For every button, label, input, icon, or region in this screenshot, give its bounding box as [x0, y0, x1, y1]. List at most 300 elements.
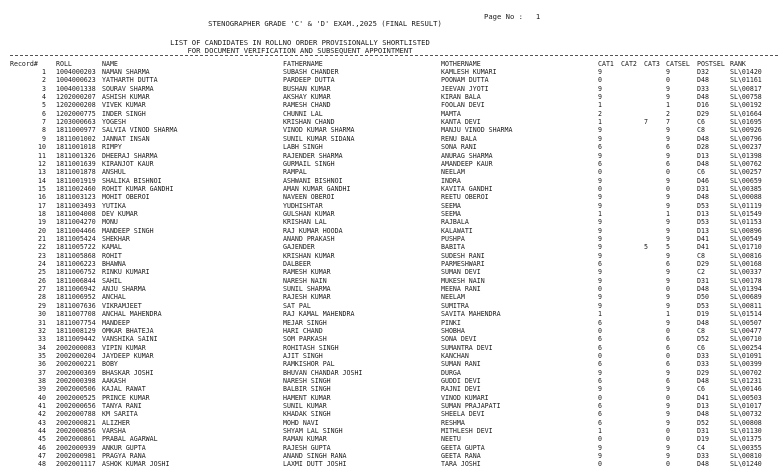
record-number: 35 [38, 351, 46, 360]
record-number: 37 [38, 368, 46, 377]
mother-name: SEEMA [441, 209, 461, 218]
roll-number: 2002000398 [56, 376, 96, 385]
candidate-name: ANSHUL [102, 168, 126, 177]
mother-name: RENU BALA [441, 134, 477, 143]
rank-value: SL\01420 [730, 68, 762, 76]
mother-name: RAJBALA [441, 218, 469, 227]
candidate-name: INDER SINGH [102, 109, 146, 118]
catsel-value: 6 [666, 343, 670, 352]
record-number: 32 [38, 326, 46, 335]
candidate-name: VARSHA [102, 427, 126, 436]
catsel-value: 0 [666, 351, 670, 360]
father-name: PARDEEP DUTTA [283, 76, 335, 85]
candidate-name: RINKU KUMARI [102, 268, 150, 277]
roll-number: 1811000977 [56, 126, 96, 135]
postsel-value: D46 [697, 176, 709, 185]
record-number: 26 [38, 276, 46, 285]
mother-name: SUDESH RANI [441, 251, 485, 260]
roll-number: 1811004008 [56, 209, 96, 218]
roll-number: 2002000939 [56, 443, 96, 452]
mother-name: KANCHAN [441, 351, 469, 360]
record-number: 42 [38, 410, 46, 419]
catsel-value: 5 [666, 243, 670, 252]
roll-number: 1811007636 [56, 301, 96, 310]
record-number: 2 [42, 76, 46, 85]
postsel-value: D48 [697, 193, 709, 202]
record-number: 1 [42, 68, 46, 76]
candidate-name: SOURAV SHARMA [102, 84, 154, 93]
cat1-value: 9 [598, 385, 602, 394]
mother-name: INDRA [441, 176, 461, 185]
record-number: 47 [38, 452, 46, 461]
father-name: GAJENDER [283, 243, 315, 252]
candidate-name: MANDEEP SINGH [102, 226, 154, 235]
rank-value: SL\01695 [730, 118, 762, 127]
cat1-value: 9 [598, 226, 602, 235]
rank-value: SL\01153 [730, 218, 762, 227]
col-cat1: CAT1 [598, 60, 614, 68]
candidate-name: PRINCE KUMAR [102, 393, 150, 402]
col-rank: RANK [730, 60, 746, 68]
record-number: 34 [38, 343, 46, 352]
record-number: 6 [42, 109, 46, 118]
cat1-value: 0 [598, 184, 602, 193]
postsel-value: D48 [697, 318, 709, 327]
postsel-value: D53 [697, 218, 709, 227]
candidate-name: VANSHIKA SAINI [102, 335, 158, 344]
roll-number: 1202000775 [56, 109, 96, 118]
roll-number: 1811006942 [56, 285, 96, 294]
mother-name: REETU OBEROI [441, 193, 489, 202]
candidate-name: VIPIN KUMAR [102, 343, 146, 352]
postsel-value: C8 [697, 326, 705, 335]
catsel-value: 9 [666, 452, 670, 461]
postsel-value: C4 [697, 443, 705, 452]
record-number: 40 [38, 393, 46, 402]
rank-value: SL\01119 [730, 201, 762, 210]
rank-value: SL\01514 [730, 310, 762, 319]
rank-value: SL\00762 [730, 159, 762, 168]
catsel-value: 9 [666, 193, 670, 202]
candidate-name: ROHIT [102, 251, 122, 260]
roll-number: 1811007754 [56, 318, 96, 327]
cat1-value: 9 [598, 193, 602, 202]
mother-name: JEEVAN JYOTI [441, 84, 489, 93]
rank-value: SL\00237 [730, 143, 762, 152]
candidate-name: ANJU SHARMA [102, 285, 146, 294]
father-name: ROHITASH SINGH [283, 343, 339, 352]
cat1-value: 6 [598, 260, 602, 269]
candidate-name: RIMPY [102, 143, 122, 152]
cat1-value: 9 [598, 301, 602, 310]
catsel-value: 9 [666, 68, 670, 76]
candidate-name: KIRANJOT KAUR [102, 159, 154, 168]
father-name: CHUNNI LAL [283, 109, 323, 118]
father-name: SUBASH CHANDER [283, 68, 339, 76]
postsel-value: C6 [697, 168, 705, 177]
father-name: RAJESH GUPTA [283, 443, 331, 452]
page-number: Page No : 1 [484, 12, 541, 21]
record-number: 25 [38, 268, 46, 277]
record-number: 23 [38, 251, 46, 260]
candidate-name: YATHARTH DUTTA [102, 76, 158, 85]
candidate-name: MANDEEP [102, 318, 130, 327]
cat1-value: 0 [598, 435, 602, 444]
cat1-value: 9 [598, 276, 602, 285]
father-name: RAMAN KUMAR [283, 435, 327, 444]
record-number: 11 [38, 151, 46, 160]
father-name: YUDHISHTAR [283, 201, 323, 210]
rank-value: SL\00146 [730, 385, 762, 394]
candidate-name: ALIZHER [102, 418, 130, 427]
col-catsel: CATSEL [666, 60, 690, 68]
father-name: HARI CHAND [283, 326, 323, 335]
rank-value: SL\00710 [730, 335, 762, 344]
record-number: 31 [38, 318, 46, 327]
header-divider [10, 55, 778, 56]
catsel-value: 6 [666, 376, 670, 385]
mother-name: ANURAG SHARMA [441, 151, 493, 160]
mother-name: KANTA DEVI [441, 118, 481, 127]
col-roll: ROLL [56, 60, 72, 68]
rank-value: SL\00192 [730, 101, 762, 110]
candidate-name: SAHIL [102, 276, 122, 285]
table-header [0, 60, 746, 68]
candidate-name: SALVIA VINOD SHARMA [102, 126, 178, 135]
candidate-name: VIKRAMJEET [102, 301, 142, 310]
candidate-name: BOBY [102, 360, 118, 369]
father-name: MOHD NAVI [283, 418, 319, 427]
father-name: SOM PARKASH [283, 335, 327, 344]
candidate-name: YOGESH [102, 118, 126, 127]
father-name: AKSHAY KUMAR [283, 93, 331, 102]
mother-name: KAMLESH KUMARI [441, 68, 497, 76]
father-name: KHADAK SINGH [283, 410, 331, 419]
catsel-value: 9 [666, 443, 670, 452]
rank-value: SL\00178 [730, 276, 762, 285]
father-name: NARESH SINGH [283, 376, 331, 385]
catsel-value: 0 [666, 168, 670, 177]
catsel-value: 9 [666, 226, 670, 235]
cat1-value: 9 [598, 176, 602, 185]
father-name: BALBIR SINGH [283, 385, 331, 394]
rank-value: SL\00702 [730, 368, 762, 377]
father-name: SHYAM LAL SINGH [283, 427, 343, 436]
father-name: BHUVAN CHANDAR JOSHI [283, 368, 363, 377]
postsel-value: C6 [697, 118, 705, 127]
mother-name: SHEELA DEVI [441, 410, 485, 419]
catsel-value: 1 [666, 101, 670, 110]
record-number: 27 [38, 285, 46, 294]
list-title-line-1: LIST OF CANDIDATES IN ROLLNO ORDER PROVISIONALLY SHORTLISTED [170, 38, 430, 47]
candidate-name: VIVEK KUMAR [102, 101, 146, 110]
postsel-value: D41 [697, 243, 709, 252]
record-number: 48 [38, 460, 46, 469]
mother-name: RESHMA [441, 418, 465, 427]
catsel-value: 6 [666, 260, 670, 269]
rank-value: SL\01240 [730, 460, 762, 469]
candidate-name: ANCHAL MAHENDRA [102, 310, 162, 319]
roll-number: 1203000663 [56, 118, 96, 127]
record-number: 14 [38, 176, 46, 185]
roll-number: 1811003123 [56, 193, 96, 202]
roll-number: 1811001639 [56, 159, 96, 168]
mother-name: POONAM DUTTA [441, 76, 489, 85]
cat1-value: 0 [598, 285, 602, 294]
roll-number: 1202000207 [56, 93, 96, 102]
father-name: ANAND SINGH RANA [283, 452, 347, 461]
record-number: 39 [38, 385, 46, 394]
mother-name: NEELAM [441, 168, 465, 177]
cat1-value: 6 [598, 318, 602, 327]
record-number: 36 [38, 360, 46, 369]
mother-name: KALAWATI [441, 226, 473, 235]
record-number: 7 [42, 118, 46, 127]
cat1-value: 9 [598, 218, 602, 227]
postsel-value: D48 [697, 159, 709, 168]
catsel-value: 0 [666, 393, 670, 402]
col-cat3: CAT3 [644, 60, 660, 68]
roll-number: 2002000656 [56, 402, 96, 410]
mother-name: MITHLESH DEVI [441, 427, 493, 436]
cat1-value: 0 [598, 76, 602, 85]
rank-value: SL\00796 [730, 134, 762, 143]
record-number: 18 [38, 209, 46, 218]
catsel-value: 9 [666, 418, 670, 427]
rank-value: SL\01398 [730, 151, 762, 160]
record-number: 44 [38, 427, 46, 436]
father-name: AMAN KUMAR GANDHI [283, 184, 351, 193]
mother-name: RAJNI DEVI [441, 385, 481, 394]
roll-number: 2002000204 [56, 351, 96, 360]
father-name: SUNIL SHARMA [283, 285, 331, 294]
rank-value: SL\01394 [730, 285, 762, 294]
cat1-value: 1 [598, 209, 602, 218]
rank-value: SL\00926 [730, 126, 762, 135]
candidate-name: SHALIKA BISHNOI [102, 176, 162, 185]
cat1-value: 0 [598, 460, 602, 469]
mother-name: NEELAM [441, 293, 465, 302]
roll-number: 1811009442 [56, 335, 96, 344]
candidate-name: AAKASH [102, 376, 126, 385]
mother-name: SUMANTRA DEVI [441, 343, 493, 352]
catsel-value: 9 [666, 318, 670, 327]
postsel-value: D50 [697, 293, 709, 302]
mother-name: MANJU VINOD SHARMA [441, 126, 513, 135]
mother-name: SUMITRA [441, 301, 469, 310]
cat1-value: 9 [598, 243, 602, 252]
candidate-name: TANYA RANI [102, 402, 142, 410]
candidate-name: DEV KUMAR [102, 209, 138, 218]
candidate-name: YUTIKA [102, 201, 126, 210]
record-number: 10 [38, 143, 46, 152]
father-name: MEJAR SINGH [283, 318, 327, 327]
rank-value: SL\01091 [730, 351, 762, 360]
roll-number: 2002000525 [56, 393, 96, 402]
catsel-value: 1 [666, 310, 670, 319]
rank-value: SL\00507 [730, 318, 762, 327]
postsel-value: D19 [697, 435, 709, 444]
roll-number: 1004000203 [56, 68, 96, 76]
rank-value: SL\00758 [730, 93, 762, 102]
catsel-value: 6 [666, 360, 670, 369]
roll-number: 1811006752 [56, 268, 96, 277]
father-name: RAMPAL [283, 168, 307, 177]
catsel-value: 9 [666, 276, 670, 285]
record-number: 15 [38, 184, 46, 193]
roll-number: 1811008129 [56, 326, 96, 335]
catsel-value: 0 [666, 460, 670, 469]
postsel-value: D48 [697, 410, 709, 419]
cat1-value: 9 [598, 251, 602, 260]
record-number: 30 [38, 310, 46, 319]
catsel-value: 0 [666, 184, 670, 193]
rank-value: SL\00810 [730, 452, 762, 461]
cat1-value: 9 [598, 443, 602, 452]
rank-value: SL\00811 [730, 301, 762, 310]
mother-name: BABITA [441, 243, 465, 252]
father-name: KRISHAN LAL [283, 218, 327, 227]
postsel-value: C6 [697, 343, 705, 352]
mother-name: MUKESH NAIN [441, 276, 485, 285]
postsel-value: D53 [697, 201, 709, 210]
postsel-value: D29 [697, 109, 709, 118]
father-name: NARESH NAIN [283, 276, 327, 285]
candidate-name: PRAGYA RANA [102, 452, 146, 461]
rank-value: SL\01161 [730, 76, 762, 85]
roll-number: 1811001018 [56, 143, 96, 152]
postsel-value: D52 [697, 418, 709, 427]
candidate-name: KM SARITA [102, 410, 138, 419]
candidate-name: JAYDEEP KUMAR [102, 351, 154, 360]
catsel-value: 1 [666, 209, 670, 218]
catsel-value: 9 [666, 293, 670, 302]
catsel-value: 9 [666, 134, 670, 143]
cat1-value: 0 [598, 351, 602, 360]
catsel-value: 9 [666, 218, 670, 227]
candidate-name: DHEERAJ SHARMA [102, 151, 158, 160]
father-name: KRISHAN KUMAR [283, 251, 335, 260]
postsel-value: D48 [697, 285, 709, 294]
mother-name: PARMESHWARI [441, 260, 485, 269]
father-name: VINOD KUMAR SHARMA [283, 126, 355, 135]
father-name: RAJESH KUMAR [283, 293, 331, 302]
postsel-value: D48 [697, 460, 709, 469]
cat1-value: 6 [598, 418, 602, 427]
col-mother: MOTHERNAME [441, 60, 481, 68]
father-name: BUSHAN KUMAR [283, 84, 331, 93]
postsel-value: D33 [697, 351, 709, 360]
cat1-value: 6 [598, 410, 602, 419]
candidate-name: MONU [102, 218, 118, 227]
roll-number: 1004001338 [56, 84, 96, 93]
roll-number: 1811005722 [56, 243, 96, 252]
mother-name: AMANDEEP KAUR [441, 159, 493, 168]
record-number: 21 [38, 235, 46, 243]
catsel-value: 2 [666, 109, 670, 118]
father-name: RAJ KAMAL MAHENDRA [283, 310, 355, 319]
record-number: 17 [38, 201, 46, 210]
rank-value: SL\00257 [730, 168, 762, 177]
postsel-value: D52 [697, 335, 709, 344]
postsel-value: D32 [697, 68, 709, 76]
roll-number: 1004000623 [56, 76, 96, 85]
cat1-value: 1 [598, 118, 602, 127]
rank-value: SL\00385 [730, 184, 762, 193]
father-name: KRISHAN CHAND [283, 118, 335, 127]
catsel-value: 9 [666, 385, 670, 394]
rank-value: SL\00503 [730, 393, 762, 402]
rank-value: SL\00808 [730, 418, 762, 427]
rank-value: SL\00817 [730, 84, 762, 93]
record-number: 20 [38, 226, 46, 235]
cat1-value: 1 [598, 101, 602, 110]
mother-name: GEETA GUPTA [441, 443, 485, 452]
roll-number: 2002000506 [56, 385, 96, 394]
record-number: 29 [38, 301, 46, 310]
cat1-value: 2 [598, 109, 602, 118]
catsel-value: 9 [666, 251, 670, 260]
record-number: 38 [38, 376, 46, 385]
father-name: RAMKISHOR PAL [283, 360, 335, 369]
father-name: RAJ KUMAR HOODA [283, 226, 343, 235]
catsel-value: 9 [666, 402, 670, 410]
mother-name: DURGA [441, 368, 461, 377]
catsel-value: 6 [666, 143, 670, 152]
record-number: 13 [38, 168, 46, 177]
cat1-value: 9 [598, 235, 602, 243]
cat1-value: 0 [598, 393, 602, 402]
postsel-value: D41 [697, 393, 709, 402]
mother-name: MAMTA [441, 109, 461, 118]
roll-number: 1811001002 [56, 134, 96, 143]
record-number: 4 [42, 93, 46, 102]
mother-name: SUMAN DEVI [441, 268, 481, 277]
rank-value: SL\01710 [730, 243, 762, 252]
mother-name: SHOBHA [441, 326, 465, 335]
cat1-value: 6 [598, 343, 602, 352]
father-name: AJIT SINGH [283, 351, 323, 360]
catsel-value: 0 [666, 326, 670, 335]
candidate-name: BHASKAR JOSHI [102, 368, 154, 377]
cat1-value: 6 [598, 335, 602, 344]
postsel-value: D29 [697, 368, 709, 377]
cat1-value: 9 [598, 368, 602, 377]
record-number: 16 [38, 193, 46, 202]
rank-value: SL\00659 [730, 176, 762, 185]
catsel-value: 9 [666, 410, 670, 419]
mother-name: GEETA RANA [441, 452, 481, 461]
record-number: 46 [38, 443, 46, 452]
roll-number: 1811001919 [56, 176, 96, 185]
catsel-value: 9 [666, 268, 670, 277]
candidate-name: JANNAT INSAN [102, 134, 150, 143]
rank-value: SL\00168 [730, 260, 762, 269]
mother-name: GUDDI DEVI [441, 376, 481, 385]
cat1-value: 6 [598, 143, 602, 152]
cat1-value: 9 [598, 201, 602, 210]
father-name: RAMESH CHAND [283, 101, 331, 110]
catsel-value: 0 [666, 76, 670, 85]
col-record: Record# [10, 60, 38, 68]
father-name: RAMESH KUMAR [283, 268, 331, 277]
father-name: ASHWANI BISHNOI [283, 176, 343, 185]
postsel-value: C8 [697, 126, 705, 135]
candidate-name: MOHIT OBEROI [102, 193, 150, 202]
postsel-value: D28 [697, 143, 709, 152]
catsel-value: 9 [666, 201, 670, 210]
postsel-value: D16 [697, 101, 709, 110]
